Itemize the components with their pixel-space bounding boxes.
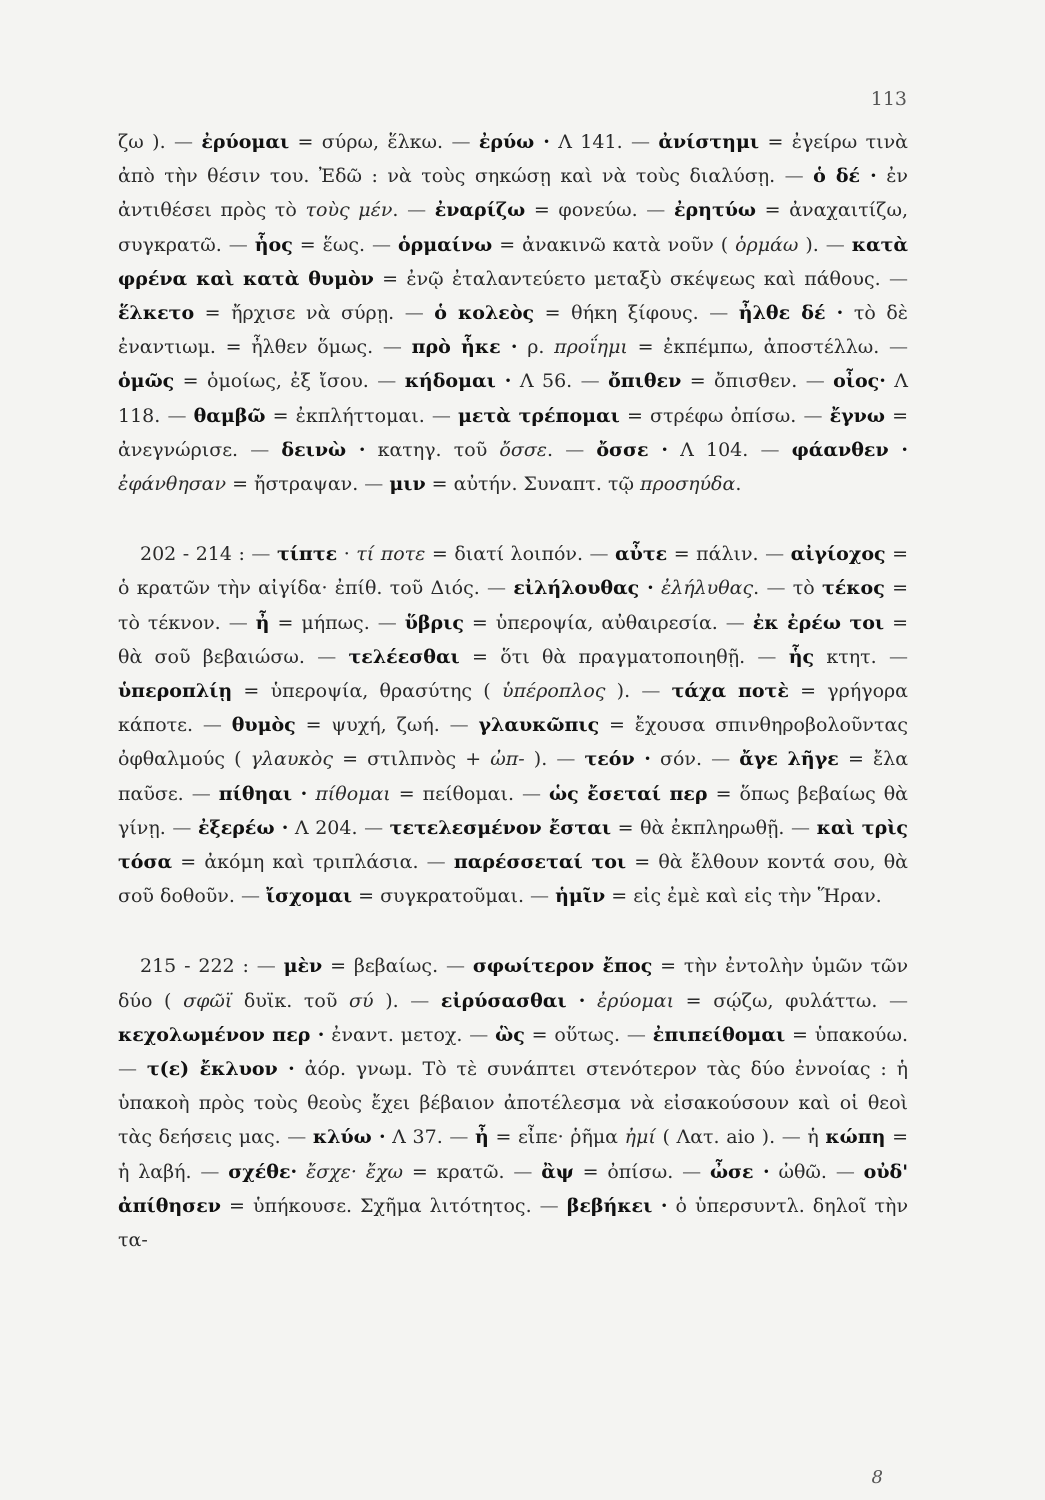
entry-dash: — <box>565 438 597 461</box>
gloss-text: = ἐκπέμπω, ἀποστέλλω. <box>627 336 890 359</box>
gloss-text: = οὕτως. <box>524 1023 627 1046</box>
gloss-text <box>297 1161 306 1183</box>
entry-dash: — <box>487 577 514 600</box>
headword: εἰρύσασθαι · <box>440 989 586 1012</box>
gloss-text <box>585 990 597 1012</box>
entry-dash: — <box>781 1126 808 1149</box>
entry-dash: — <box>371 233 398 256</box>
page-number: 113 <box>870 88 907 110</box>
entry-dash: — <box>426 851 454 874</box>
gloss-text: = βεβαίως. <box>322 955 446 978</box>
headword: κεχολωμένον περ · <box>118 1023 325 1046</box>
headword: δεινὼ · <box>281 438 366 461</box>
headword: μὲν <box>283 955 323 978</box>
gloss-text: = ἐνῷ ἐταλαντεύετο μεταξὺ σκέψεως καὶ πάθους. <box>373 267 889 290</box>
headword: ἀνίστημι <box>658 131 760 153</box>
entry-dash: — <box>445 955 473 978</box>
gloss-text: = ὑπακούω. <box>785 1023 908 1046</box>
entry-dash: — <box>791 816 817 839</box>
gloss-text: = ἀνεγνώρισε. <box>118 404 908 461</box>
entry-dash: — <box>191 782 219 805</box>
entry-dash: — <box>803 404 830 427</box>
gloss-text: = διατί λοιπόν. <box>425 543 590 566</box>
entry-dash: — <box>364 816 390 839</box>
entry-dash: — <box>382 336 412 359</box>
italic-term: ἐφάνθησαν <box>118 473 227 496</box>
headword: οἶος· <box>833 370 886 393</box>
gloss-text: = ὅτι θὰ πραγματοποιηθῇ. <box>459 645 758 668</box>
headword: γλαυκῶπις <box>478 714 600 737</box>
headword: ὣς <box>495 1023 525 1046</box>
gloss-text: ὁ ὑπερσυντλ. δηλοῖ τὴν τα- <box>118 1194 908 1252</box>
entry-dash: — <box>404 302 435 325</box>
headword: ὁρμαίνω <box>397 233 493 256</box>
italic-term: ὑπέροπλος <box>501 680 606 703</box>
entry-dash: — <box>709 302 739 325</box>
gloss-text: = ἔχουσα σπινθηροβολοῦντας ὀφθαλμούς ( <box>118 714 908 771</box>
gloss-text: ). <box>524 748 557 771</box>
entry-dash: — <box>250 438 282 461</box>
gloss-text: = ἀνακινῶ κατὰ νοῦν ( <box>492 233 736 256</box>
entry-dash: — <box>646 199 674 222</box>
italic-term: ὁρμάω <box>735 233 799 256</box>
headword: ἄγε λῆγε <box>739 748 839 771</box>
entry-dash: — <box>118 1058 147 1081</box>
gloss-text: = στρέφω ὀπίσω. <box>619 404 804 427</box>
italic-term: ἠμί <box>624 1126 656 1149</box>
headword: καὶ τρὶς τόσα <box>118 816 908 874</box>
gloss-text: ἐν ἀντιθέσει πρὸς τὸ <box>118 165 908 222</box>
gloss-text: σόν. <box>650 748 712 771</box>
footer-signature: 8 <box>871 1467 883 1488</box>
gloss-text: = ὑπεροψία, θρασύτης ( <box>232 680 502 703</box>
headword: ἐρητύω <box>673 199 756 222</box>
headword: ὡς ἔσεταί περ <box>548 782 708 805</box>
gloss-text: = τὴν ἐντολὴν ὑμῶν τῶν δύο ( <box>118 955 909 1012</box>
gloss-text: ἀόρ. γνωμ. Τὸ τὲ συνάπτει στενότερον τὰς δύο ἐννοίας : ἡ ὑπακοὴ πρὸς τοὺς θεοὺς ἔχει βέβαιον ἀποτέλεσμα νὰ εἰσακούσουν καὶ οἱ θεοὶ τὰς δεήσεις μας. <box>118 1058 908 1149</box>
headword: τετελεσμένον ἔσται <box>389 816 612 839</box>
entry-dash: — <box>530 885 556 908</box>
headword: ἔγνω <box>829 404 885 427</box>
headword: εἰλήλουθας · <box>513 577 654 600</box>
gloss-text: = θὰ ἔλθουν κοντά σου, θὰ σοῦ δοθοῦν. <box>118 851 908 908</box>
entry-dash: — <box>556 748 585 771</box>
italic-term: ὠπ- <box>490 748 525 771</box>
gloss-text: = ἀναχαιτίζω, συγκρατῶ. <box>118 199 908 256</box>
headword: ἕλκετο <box>118 302 195 325</box>
headword: πίθηαι · <box>218 782 308 805</box>
gloss-text: = κρατῶ. <box>402 1160 514 1183</box>
entry-dash: — <box>513 1160 542 1183</box>
entry-dash: — <box>641 680 672 703</box>
gloss-text: = εἶπε· ῥῆμα <box>488 1126 625 1149</box>
entry-dash: — <box>251 543 277 566</box>
entry-dash: — <box>889 989 909 1012</box>
gloss-text: ζω ). <box>118 131 174 153</box>
entry-dash: — <box>682 1160 710 1183</box>
italic-term: σφῶϊ <box>183 989 233 1012</box>
gloss-text: = γρήγορα κάποτε. <box>118 680 909 737</box>
gloss-text: . <box>392 199 408 222</box>
gloss-text: = ὁμοίως, ἐξ ἴσου. <box>174 370 378 393</box>
italic-term: προΐημι <box>554 336 628 359</box>
gloss-text: Λ 37. <box>385 1126 450 1149</box>
entry-dash: — <box>449 1126 475 1149</box>
italic-term: τοὺς μέν <box>305 199 393 222</box>
headword: τελέεσθαι <box>348 645 460 668</box>
headword: ἐρύομαι <box>201 131 290 153</box>
entry-dash: — <box>889 645 908 668</box>
headword: μετὰ τρέπομαι <box>458 404 620 427</box>
entry-dash: — <box>317 645 349 668</box>
gloss-text: = ὑπεροψία, αὐθαιρεσία. <box>463 611 726 634</box>
gloss-text: = θήκη ξίφους. <box>534 302 710 325</box>
gloss-text: = ἕως. <box>292 233 372 256</box>
gloss-text: ). <box>605 680 642 703</box>
headword: ἧος <box>254 233 293 256</box>
entry-dash: — <box>784 165 814 188</box>
entry-dash: — <box>725 611 753 634</box>
gloss-text: Λ 118. <box>118 370 909 427</box>
headword: ἂψ <box>541 1160 574 1183</box>
headword: ὁ δέ · <box>813 165 877 188</box>
headword: τάχα ποτὲ <box>671 680 789 703</box>
gloss-text: ( Λατ. aio ). <box>655 1126 782 1149</box>
entry-dash: — <box>889 336 909 359</box>
gloss-text: = ἤρχισε νὰ σύρῃ. <box>194 302 405 325</box>
entry-dash: — <box>377 370 405 393</box>
italic-term: ἐρύομαι <box>597 989 675 1012</box>
gloss-text: ἡ <box>807 1126 826 1149</box>
gloss-text: = σῴζω, φυλάττω. <box>674 989 890 1012</box>
entry-dash: — <box>451 131 479 153</box>
headword: ἐπιπείθομαι <box>652 1023 786 1046</box>
gloss-text: Λ 56. <box>511 370 581 393</box>
entry-dash: — <box>760 438 792 461</box>
entry-dash: — <box>228 233 255 256</box>
gloss-text: = ἀκόμη καὶ τριπλάσια. <box>172 851 427 874</box>
gloss-text: · <box>337 543 357 566</box>
headword: τίπτε <box>276 543 338 566</box>
gloss-text: = θὰ σοῦ βεβαιώσω. <box>118 611 908 668</box>
entry-dash: — <box>589 543 616 566</box>
gloss-text: = φονεύω. <box>525 199 647 222</box>
headword: τεόν · <box>584 748 651 771</box>
headword: φάανθεν · <box>791 438 908 461</box>
italic-term: ἐλήλυθας <box>661 577 754 600</box>
entry-dash: — <box>431 404 459 427</box>
gloss-text: = ὑπήκουσε. Σχῆμα λιτότητος. <box>220 1194 540 1217</box>
headword: ἡμῖν <box>555 885 606 908</box>
headword: ἧς <box>788 645 815 668</box>
headword: σχέθε· <box>228 1160 298 1183</box>
gloss-text: τὸ δὲ ἐναντιωμ. = ἦλθεν ὅμως. <box>118 302 908 359</box>
gloss-text: = ἐγείρω τινὰ ἀπὸ τὴν θέσιν του. Ἐδῶ : νὰ τοὺς σηκώσῃ καὶ νὰ τοὺς διαλύσῃ. <box>118 131 908 188</box>
headword: ὕβρις <box>404 611 464 634</box>
italic-term: γλαυκὸς <box>250 748 333 771</box>
entry-dash: — <box>174 131 202 153</box>
entry-dash: — <box>167 404 194 427</box>
gloss-text: ρ. <box>517 336 555 359</box>
headword: ἐρύω · <box>478 131 550 153</box>
gloss-text: = ἐκπλήττομαι. <box>265 404 432 427</box>
gloss-text: = πάλιν. <box>667 543 766 566</box>
gloss-text: Λ 141. <box>549 131 631 153</box>
headword: ὁμῶς <box>118 370 175 393</box>
headword: σφωίτερον ἔπος <box>472 955 653 978</box>
italic-term: σύ <box>349 989 374 1012</box>
entry-dash: — <box>765 543 791 566</box>
gloss-text: = ὀπίσω. <box>573 1160 683 1183</box>
gloss-text: = στιλπνὸς + <box>332 748 491 771</box>
gloss-text: = ὁ κρατῶν τὴν αἰγίδα· ἐπίθ. τοῦ Διός. <box>118 543 908 600</box>
entry-dash: — <box>766 577 793 600</box>
gloss-text: = σύρω, ἕλκω. <box>289 131 452 153</box>
gloss-text: 215 - 222 : <box>140 955 257 978</box>
gloss-text: . <box>735 473 742 496</box>
headword: πρὸ ἧκε · <box>411 336 518 359</box>
headword: θυμὸς <box>231 714 296 737</box>
entry-dash: — <box>825 233 852 256</box>
headword: ἦ <box>255 611 270 634</box>
entry-dash: — <box>228 611 256 634</box>
headword: βεβήκει · <box>566 1194 668 1217</box>
entry-dash: — <box>410 989 441 1012</box>
gloss-text: . <box>753 577 767 600</box>
gloss-text: Λ 204. <box>288 816 365 839</box>
entry-dash: — <box>172 816 198 839</box>
entry-dash: — <box>631 131 659 153</box>
entry-dash: — <box>469 1023 496 1046</box>
gloss-text: κτητ. <box>814 645 889 668</box>
headword: ὦσε · <box>709 1160 770 1183</box>
italic-term: τί ποτε <box>356 543 426 566</box>
gloss-text: κατηγ. τοῦ <box>365 438 500 461</box>
entry-dash: — <box>287 1126 313 1149</box>
gloss-text: = συγκρατοῦμαι. <box>352 885 531 908</box>
gloss-text: = ὅπως βεβαίως θὰ γίνῃ. <box>118 782 909 839</box>
paragraph-1 <box>118 125 908 501</box>
headword: αἰγίοχος <box>790 543 886 566</box>
gloss-text: = ἡ λαβή. <box>118 1126 908 1183</box>
headword: ἦ <box>475 1126 489 1149</box>
entry-dash: — <box>521 782 549 805</box>
headword: ἐκ ἐρέω τοι <box>752 611 885 634</box>
gloss-text: ἐναντ. μετοχ. <box>324 1023 470 1046</box>
headword: ὄπιθεν <box>608 370 682 393</box>
gloss-text: = αὐτήν. Συναπτ. τῷ <box>425 473 641 496</box>
gloss-text: = πείθομαι. <box>390 782 522 805</box>
headword: ἐξερέω · <box>197 816 289 839</box>
gloss-text: δυϊκ. τοῦ <box>232 989 350 1012</box>
gloss-text: = τὸ τέκνον. <box>118 577 908 634</box>
italic-term: ἔσχε· ἔχω <box>306 1160 403 1183</box>
entry-dash: — <box>364 473 390 496</box>
gloss-text: τὸ <box>792 577 822 600</box>
headword: τ(ε) ἔκλυον · <box>146 1058 295 1081</box>
gloss-text: = ὄπισθεν. <box>681 370 806 393</box>
entry-dash: — <box>202 714 232 737</box>
italic-term: ὄσσε <box>499 438 547 461</box>
paragraph-3 <box>118 949 908 1257</box>
headword: τέκος <box>821 577 885 600</box>
entry-dash: — <box>256 955 284 978</box>
entry-dash: — <box>407 199 435 222</box>
gloss-text: ). <box>373 989 411 1012</box>
headword: θαμβῶ <box>193 404 266 427</box>
gloss-text: = ψυχή, ζωή. <box>295 714 450 737</box>
headword: ὑπεροπλίῃ <box>118 680 233 703</box>
entry-dash: — <box>711 748 740 771</box>
gloss-text: = θὰ ἐκπληρωθῇ. <box>611 816 792 839</box>
italic-term: προσηύδα <box>640 473 736 496</box>
headword: ὄσσε · <box>596 438 668 461</box>
headword: ὁ κολεὸς <box>434 302 535 325</box>
entry-dash: — <box>580 370 609 393</box>
headword: κώπη <box>825 1126 886 1149</box>
headword: κλύω · <box>312 1126 386 1149</box>
gloss-text: ). <box>798 233 826 256</box>
entry-dash: — <box>240 885 266 908</box>
entry-dash: — <box>626 1023 653 1046</box>
headword: μιν <box>389 473 426 496</box>
entry-dash: — <box>805 370 834 393</box>
entry-dash: — <box>200 1160 229 1183</box>
headword: αὖτε <box>615 543 668 566</box>
gloss-text: Λ 104. <box>667 438 761 461</box>
headword: ἦλθε δέ · <box>738 302 844 325</box>
headword: παρέσσεταί τοι <box>453 851 627 874</box>
gloss-text: = ἔλα παῦσε. <box>118 748 909 805</box>
gloss-text: 202 - 214 : <box>140 543 252 566</box>
gloss-text: ὠθῶ. <box>769 1160 836 1183</box>
headword: ἴσχομαι <box>265 885 353 908</box>
gloss-text: = ἤστραψαν. <box>226 473 365 496</box>
entry-dash: — <box>889 267 908 290</box>
entry-dash: — <box>835 1160 864 1183</box>
page-body <box>118 125 908 1257</box>
headword: κήδομαι · <box>404 370 512 393</box>
entry-dash: — <box>757 645 789 668</box>
gloss-text: . <box>547 438 566 461</box>
gloss-text: = εἰς ἐμὲ καὶ εἰς τὴν Ἥραν. <box>605 885 882 908</box>
headword: οὐδ' ἀπίθησεν <box>118 1160 909 1217</box>
entry-dash: — <box>377 611 405 634</box>
entry-dash: — <box>539 1194 567 1217</box>
gloss-text: = μήπως. <box>269 611 378 634</box>
italic-term: πίθομαι <box>315 782 391 805</box>
gloss-text <box>654 577 661 599</box>
entry-dash: — <box>449 714 479 737</box>
headword: ἐναρίζω <box>434 199 526 222</box>
headword: κατὰ φρένα καὶ κατὰ θυμὸν <box>118 233 908 290</box>
paragraph-2 <box>118 537 908 913</box>
